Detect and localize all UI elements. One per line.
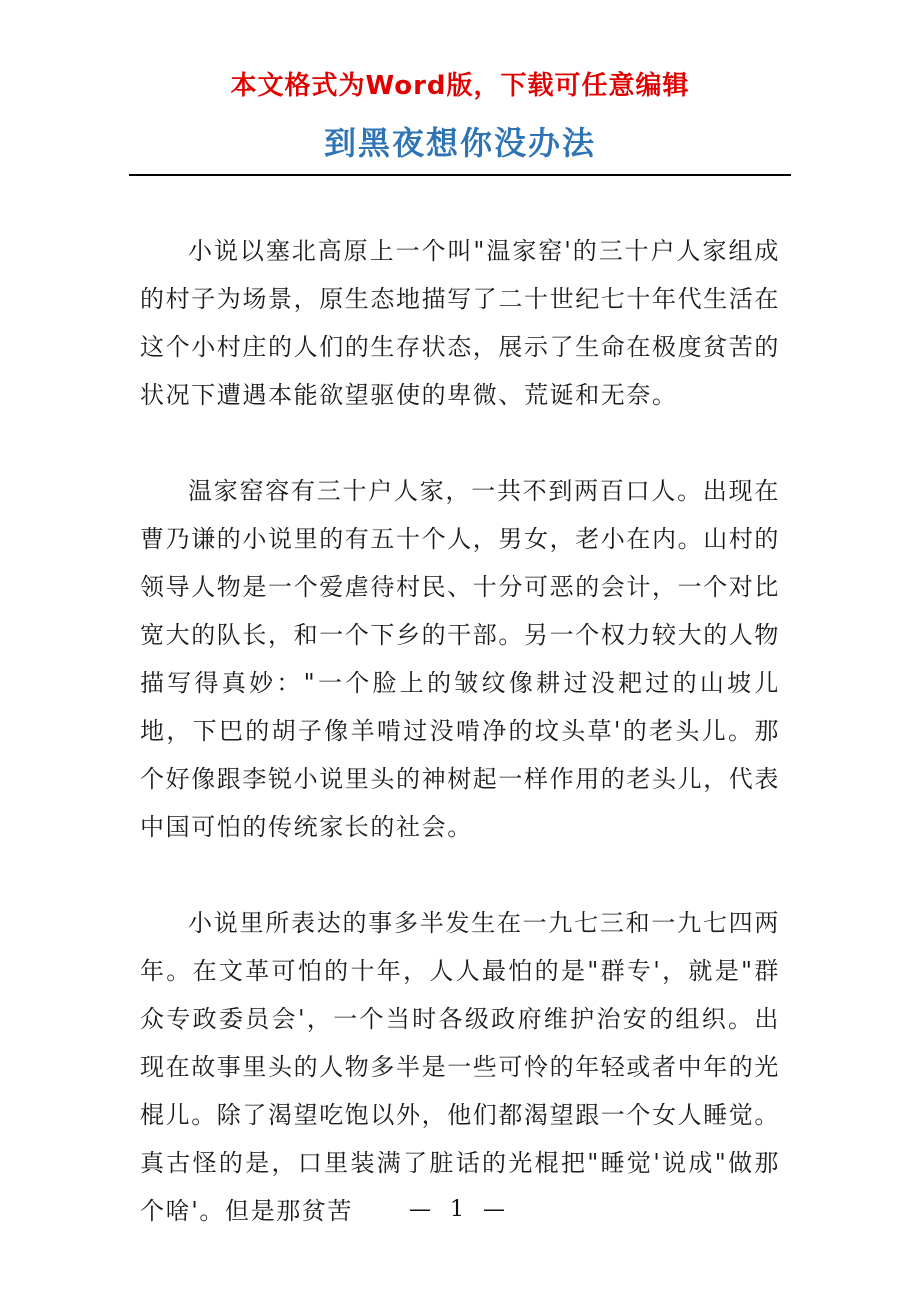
paragraph-2: 温家窑容有三十户人家，一共不到两百口人。出现在曹乃谦的小说里的有五十个人，男女，老小在内。山村的领导人物是一个爱虐待村民、十分可恶的会计，一个对比宽大的队长，和一个下乡的干部。另一个权力较大的人物描写得真妙："一个脸上的皱纹像耕过没耙过的山坡儿地，下巴的胡子像羊啃过没啃净的坟头草'的老头儿。那个好像跟李锐小说里头的神树起一样作用的老头儿，代表中国可怕的传统家长的社会。 bbox=[140, 477, 780, 841]
word-format-banner: 本文格式为Word版，下载可任意编辑 bbox=[230, 71, 690, 101]
document-body bbox=[140, 227, 780, 1283]
paragraph-1: 小说以塞北高原上一个叫"温家窑'的三十户人家组成的村子为场景，原生态地描写了二十世纪七十年代生活在这个小村庄的人们的生存状态，展示了生命在极度贫苦的状况下遭遇本能欲望驱使的卑微、荒诞和无奈。 bbox=[140, 237, 780, 409]
page-number: — 1 — bbox=[409, 1197, 511, 1222]
paragraph-3: 小说里所表达的事多半发生在一九七三和一九七四两年。在文革可怕的十年，人人最怕的是"群专'，就是"群众专政委员会'，一个当时各级政府维护治安的组织。出现在故事里头的人物多半是一些可怜的年轻或者中年的光棍儿。除了渴望吃饱以外，他们都渴望跟一个女人睡觉。真古怪的是，口里装满了脏话的光棍把"睡觉'说成"做那个啥'。但是那贫苦 bbox=[140, 909, 780, 1225]
page-title: 到黑夜想你没办法 bbox=[323, 124, 596, 162]
title-divider bbox=[129, 174, 791, 176]
